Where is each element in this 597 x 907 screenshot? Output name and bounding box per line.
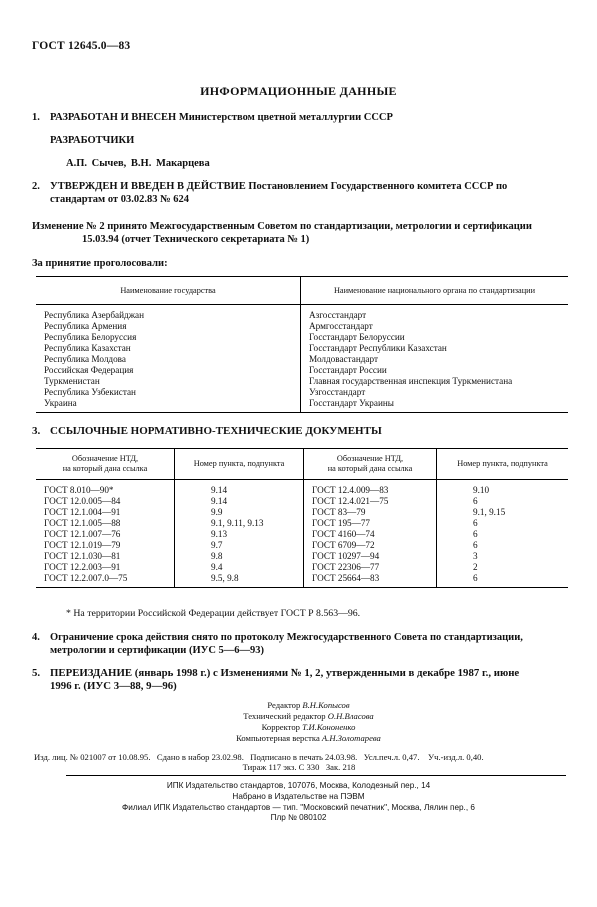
reference-table-row — [36, 562, 568, 573]
credit-layout-name: А.Н.Золотарева — [321, 733, 381, 743]
standards-body: Госстандарт Украины — [309, 398, 394, 408]
section-2-line2: стандартам от 03.02.83 № 624 — [50, 194, 190, 205]
state-name: Туркменистан — [36, 376, 301, 387]
state-name: Республика Азербайджан — [36, 305, 301, 322]
ref-ntd-right: ГОСТ 12.4.009—83 — [304, 480, 437, 497]
standards-body: Главная государственная инспекция Туркменистана — [309, 376, 513, 386]
ref-ntd-left: ГОСТ 12.1.004—91 — [36, 507, 175, 518]
credits — [0, 700, 597, 744]
ref-ntd-right: ГОСТ 22306—77 — [304, 562, 437, 573]
ref-item-right: 6 — [473, 496, 478, 506]
section-3-number: 3. — [32, 425, 41, 437]
change-number: Изменение № 2 — [32, 221, 105, 232]
developers-label: РАЗРАБОТЧИКИ — [50, 135, 135, 146]
section-1-text: РАЗРАБОТАН И ВНЕСЕН Министерством цветной металлургии СССР — [50, 112, 393, 123]
footnote: * На территории Российской Федерации действует ГОСТ Р 8.563—96. — [66, 608, 361, 619]
vote-table-row — [36, 365, 568, 376]
ref-header-ntd-right — [304, 449, 437, 480]
section-4-line1: Ограничение срока действия снято по протоколу Межгосударственного Совета по стандартизации, — [50, 632, 523, 643]
credit-tech-editor — [0, 711, 597, 722]
vote-table-row — [36, 321, 568, 332]
ref-item-left: 9.4 — [175, 562, 304, 573]
section-2-number: 2. — [32, 181, 40, 192]
section-4 — [32, 631, 523, 657]
reference-table-header — [36, 449, 568, 480]
divider — [66, 775, 566, 776]
ref-ntd-left: ГОСТ 12.0.005—84 — [36, 496, 175, 507]
section-5-line1: ПЕРЕИЗДАНИЕ (январь 1998 г.) с Изменениями № 1, 2, утвержденными в декабре 1987 г., июне — [50, 667, 520, 679]
ref-item-left: 9.14 — [175, 496, 304, 507]
ref-ntd-right: ГОСТ 10297—94 — [304, 551, 437, 562]
reference-table-row — [36, 529, 568, 540]
change-line1: принято Межгосударственным Советом по стандартизации, метрологии и сертификации — [104, 221, 532, 232]
ref-header-ntd-right-line2: на который дана ссылка — [327, 464, 413, 473]
reference-table-row — [36, 496, 568, 507]
ref-item-right: 6 — [473, 540, 478, 550]
ref-ntd-left: ГОСТ 12.1.030—81 — [36, 551, 175, 562]
voted-label: За принятие проголосовали: — [32, 258, 168, 269]
standards-body: Госстандарт Белоруссии — [309, 332, 405, 342]
imprint-line-2: Набрано в Издательстве на ПЭВМ — [232, 791, 365, 801]
ref-item-right: 9.10 — [473, 485, 490, 495]
state-name: Российская Федерация — [36, 365, 301, 376]
standards-body: Узгосстандарт — [309, 387, 366, 397]
credit-tech-editor-role: Технический редактор — [243, 711, 326, 721]
state-name: Республика Узбекистан — [36, 387, 301, 398]
vote-table-row — [36, 376, 568, 387]
vote-table-header — [36, 277, 568, 305]
vote-table-row — [36, 354, 568, 365]
reference-table-row — [36, 480, 568, 497]
standards-body: Армгосстандарт — [309, 321, 373, 331]
section-2-line1: УТВЕРЖДЕН И ВВЕДЕН В ДЕЙСТВИЕ Постановлением Государственного комитета СССР по — [50, 181, 508, 192]
reference-table-row — [36, 507, 568, 518]
ref-header-ntd-right-line1: Обозначение НТД, — [336, 454, 404, 463]
reference-table-row — [36, 573, 568, 588]
ref-ntd-right: ГОСТ 25664—83 — [304, 573, 437, 588]
change-note — [32, 220, 532, 246]
state-name: Республика Казахстан — [36, 343, 301, 354]
ref-ntd-right: ГОСТ 6709—72 — [304, 540, 437, 551]
ref-ntd-left: ГОСТ 12.2.003—91 — [36, 562, 175, 573]
ref-item-left: 9.8 — [175, 551, 304, 562]
reference-table-row — [36, 551, 568, 562]
section-5 — [32, 667, 519, 693]
vote-table-row — [36, 398, 568, 413]
ref-item-right: 2 — [473, 562, 478, 572]
state-name: Украина — [36, 398, 301, 413]
credit-proofreader-name: Т.И.Кононенко — [302, 722, 356, 732]
publication-info-line1: Изд. лиц. № 021007 от 10.08.95. Сдано в набор 23.02.98. Подписано в печать 24.03.98. Усл.печ.л. 0,47. Уч.-изд.л. 0,40. — [34, 752, 484, 762]
vote-table-row — [36, 387, 568, 398]
ref-header-item-left: Номер пункта, подпункта — [175, 449, 304, 480]
ref-item-left: 9.9 — [175, 507, 304, 518]
ref-item-left: 9.7 — [175, 540, 304, 551]
ref-header-ntd-left-line2: на который дана ссылка — [62, 464, 148, 473]
ref-ntd-left: ГОСТ 12.1.007—76 — [36, 529, 175, 540]
section-4-number: 4. — [32, 632, 40, 643]
ref-ntd-left: ГОСТ 8.010—90* — [36, 480, 175, 497]
ref-ntd-right: ГОСТ 195—77 — [304, 518, 437, 529]
vote-table-row — [36, 332, 568, 343]
imprint — [0, 781, 597, 824]
ref-item-left: 9.5, 9.8 — [175, 573, 304, 588]
credit-editor — [0, 700, 597, 711]
ref-item-right: 9.1, 9.15 — [473, 507, 506, 517]
credit-editor-role: Редактор — [267, 700, 301, 710]
ref-item-left: 9.1, 9.11, 9.13 — [175, 518, 304, 529]
state-name: Республика Белоруссия — [36, 332, 301, 343]
section-2 — [32, 180, 507, 206]
vote-header-state: Наименование государства — [36, 277, 301, 305]
ref-ntd-left: ГОСТ 12.1.019—79 — [36, 540, 175, 551]
imprint-line-3: Филиал ИПК Издательство стандартов — тип. "Московский печатник", Москва, Лялин пер., 6 — [122, 802, 475, 812]
ref-item-right: 6 — [473, 518, 478, 528]
reference-table-row — [36, 540, 568, 551]
ref-ntd-right: ГОСТ 4160—74 — [304, 529, 437, 540]
ref-header-ntd-left — [36, 449, 175, 480]
vote-table-row — [36, 305, 568, 322]
ref-item-left: 9.14 — [175, 480, 304, 497]
standards-body: Азгосстандарт — [309, 310, 367, 320]
credit-layout — [0, 733, 597, 744]
section-1 — [32, 111, 393, 124]
reference-table — [36, 448, 568, 588]
vote-table — [36, 276, 568, 413]
ref-item-right: 3 — [473, 551, 478, 561]
publication-info-line2: Тираж 117 экз. С 330 Зак. 218 — [242, 762, 356, 772]
ref-item-right: 6 — [473, 573, 478, 583]
publication-info — [34, 752, 564, 772]
credit-editor-name: В.Н.Копысов — [302, 700, 350, 710]
state-name: Республика Армения — [36, 321, 301, 332]
section-3-title: ССЫЛОЧНЫЕ НОРМАТИВНО-ТЕХНИЧЕСКИЕ ДОКУМЕНТЫ — [50, 425, 382, 437]
ref-header-item-right: Номер пункта, подпункта — [457, 459, 548, 468]
credit-tech-editor-name: О.Н.Власова — [327, 711, 374, 721]
section-4-line2: метрологии и сертификации (ИУС 5—6—93) — [50, 645, 265, 656]
developers-names: А.П. Сычев, В.Н. Макарцева — [66, 158, 210, 169]
section-5-line2: 1996 г. (ИУС 3—88, 9—96) — [50, 680, 177, 692]
reference-table-row — [36, 518, 568, 529]
section-5-number: 5. — [32, 667, 41, 679]
ref-ntd-right: ГОСТ 83—79 — [304, 507, 437, 518]
imprint-line-4: Плр № 080102 — [270, 813, 327, 823]
ref-ntd-left: ГОСТ 12.1.005—88 — [36, 518, 175, 529]
ref-ntd-left: ГОСТ 12.2.007.0—75 — [36, 573, 175, 588]
standards-body: Госстандарт России — [309, 365, 387, 375]
credit-layout-role: Компьютерная верстка — [236, 733, 320, 743]
document-header: ГОСТ 12645.0—83 — [32, 40, 131, 52]
standards-body: Молдовастандарт — [309, 354, 378, 364]
vote-header-body: Наименование национального органа по стандартизации — [333, 286, 536, 295]
imprint-line-1: ИПК Издательство стандартов, 107076, Москва, Колодезный пер., 14 — [166, 781, 431, 790]
page-title: ИНФОРМАЦИОННЫЕ ДАННЫЕ — [200, 84, 397, 98]
state-name: Республика Молдова — [36, 354, 301, 365]
ref-header-ntd-left-line1: Обозначение НТД, — [71, 454, 139, 463]
standards-body: Госстандарт Республики Казахстан — [309, 343, 447, 353]
credit-proofreader-role: Корректор — [261, 722, 300, 732]
section-3 — [32, 425, 382, 438]
credit-proofreader — [0, 722, 597, 733]
ref-item-right: 6 — [473, 529, 478, 539]
section-1-number: 1. — [32, 112, 40, 123]
change-line2: 15.03.94 (отчет Технического секретариата № 1) — [82, 234, 310, 245]
ref-item-left: 9.13 — [175, 529, 304, 540]
vote-table-row — [36, 343, 568, 354]
ref-ntd-right: ГОСТ 12.4.021—75 — [304, 496, 437, 507]
